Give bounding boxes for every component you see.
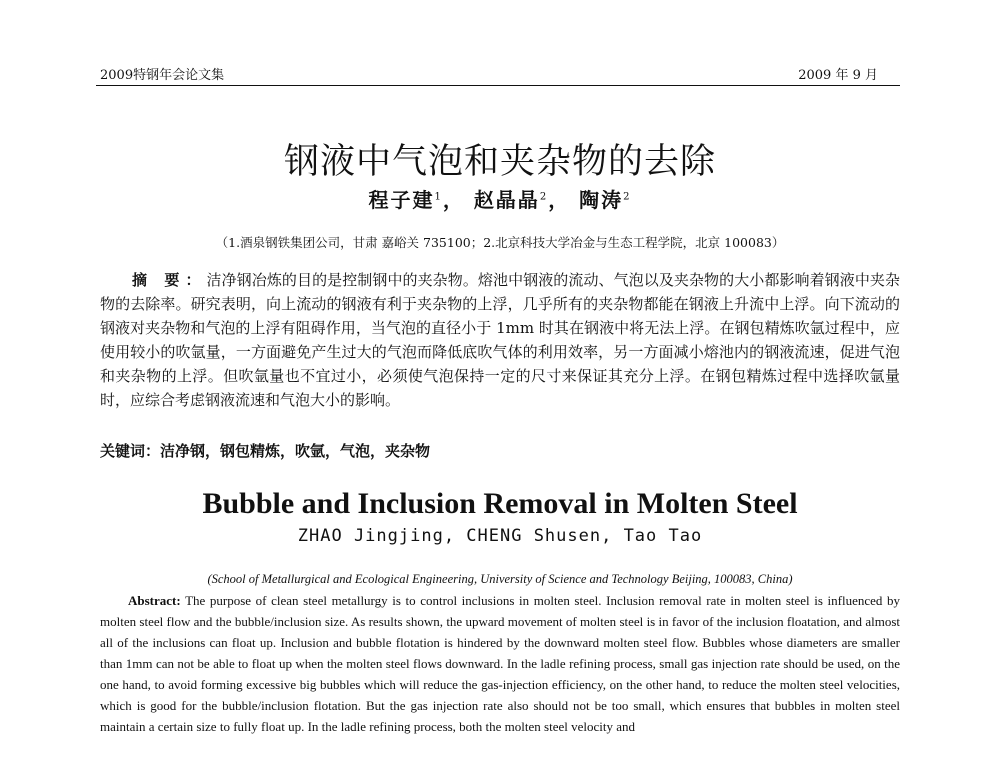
header-rule	[96, 85, 900, 86]
keywords-cn	[100, 440, 430, 461]
author-3-mark: 2	[623, 191, 632, 203]
author-2-mark: 2	[539, 191, 549, 203]
header-left: 2009特钢年会论文集	[100, 68, 225, 83]
title-cn: 钢液中气泡和夹杂物的去除	[283, 142, 716, 182]
abstract-cn-text: 洁净钢冶炼的目的是控制钢中的夹杂物。熔池中钢液的流动、气泡以及夹杂物的大小都影响着钢液中夹杂物的去除率。研究表明，向上流动的钢液有利于夹杂物的上浮，几乎所有的夹杂物都能在钢液上升流中上浮。向下流动的钢液对夹杂物和气泡的上浮有阻碍作用，当气泡的直径小于 1mm 时其在钢液中将无法上浮。在钢包精炼吹氩过程中，应使用较小的吹氩量，一方面避免产生过大的气泡而降低底吹气体的利用效率，另一方面减小熔池内的钢液流速，促进气泡和夹杂物的上浮。但吹氩量也不宜过小，必须使气泡保持一定的尺寸来保证其充分上浮。在钢包精炼过程中选择吹氩量时，应综合考虑钢液流速和气泡大小的影响。	[100, 271, 900, 409]
authors-cn: 程子建$^1$， 赵晶晶$^2$， 陶涛$^2$	[368, 188, 632, 212]
author-1-mark: 1	[434, 191, 443, 203]
abstract-cn	[100, 268, 900, 412]
affiliation-cn: （1.酒泉钢铁集团公司，甘肃 嘉峪关 735100；2.北京科技大学冶金与生态工程学院，北京 100083）	[215, 235, 785, 250]
abstract-en-text: The purpose of clean steel metallurgy is to control inclusions in molten steel. Inclusion removal rate in molten steel is influenced by molten steel flow and the bubble/inclusion size. As results shown, the upward movement of molten steel is in favor of the inclusion floatation, and almost all of the inclusions can float up. Inclusion and bubble flotation is hindered by the downward molten steel flow. Bubbles whose diameters are smaller than 1mm can not be able to float up when the molten steel flows downward. In the ladle refining process, small gas injection rate should be used, on the one hand, to avoid forming excessive big bubbles which will reduce the gas-injection efficiency, on the other hand, to reduce the molten steel velocities, which is good for the bubble/inclusion flotation. But the gas injection rate also should not be too small, which ensures that bubbles in molten steel maintain a certain size to fully float up. In the ladle refining process, both the molten steel velocity and	[100, 593, 900, 734]
abstract-en-label: Abstract:	[128, 593, 181, 608]
affiliation-en: (School of Metallurgical and Ecological Engineering, University of Science and Technology Beijing, 100083, China)	[207, 572, 793, 586]
author-1-name: 程子建	[368, 188, 435, 212]
abstract-en	[100, 590, 900, 737]
author-3-name: 陶涛	[579, 188, 624, 212]
header-right: 2009 年 9 月	[798, 68, 878, 83]
authors-en: ZHAO Jingjing, CHENG Shusen, Tao Tao	[297, 526, 703, 546]
keywords-cn-text: 洁净钢，钢包精炼，吹氩，气泡，夹杂物	[160, 442, 431, 460]
keywords-cn-label: 关键词：	[100, 442, 161, 460]
author-2-name: 赵晶晶	[473, 188, 540, 212]
title-en: Bubble and Inclusion Removal in Molten Steel	[202, 487, 798, 520]
abstract-cn-label: 摘 要：	[132, 271, 207, 289]
